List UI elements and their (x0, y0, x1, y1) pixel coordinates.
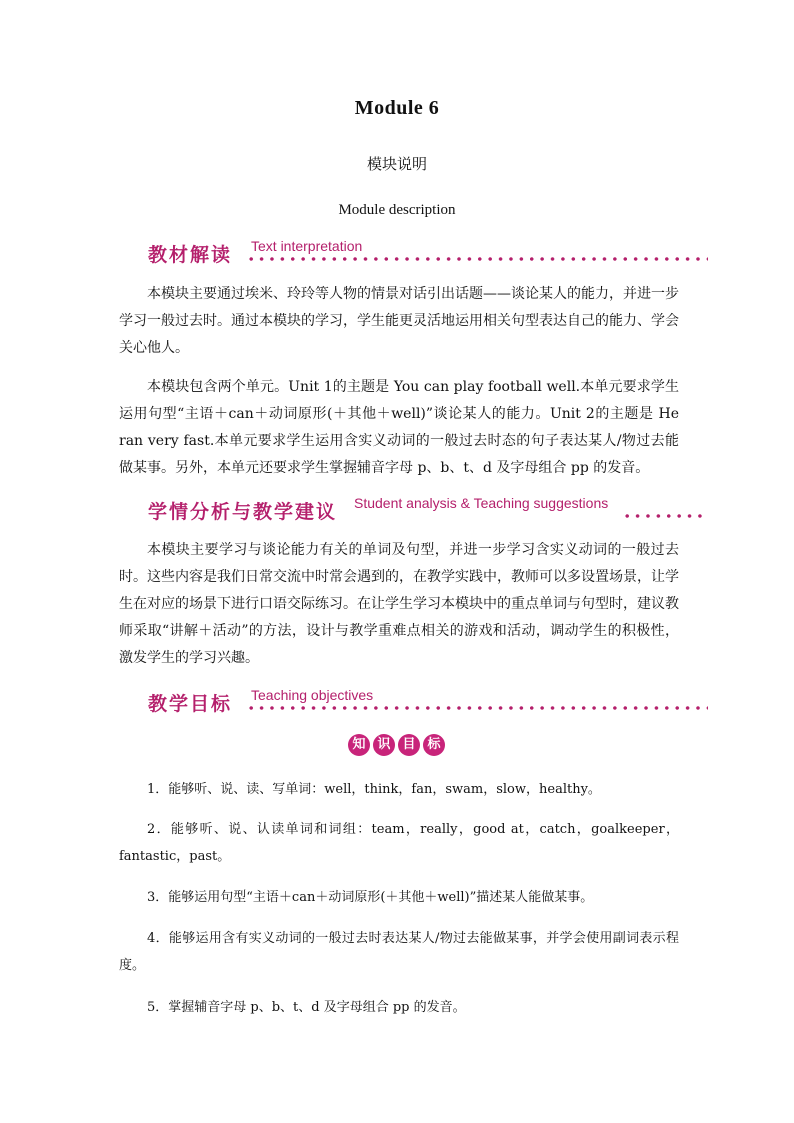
paragraph: 本模块主要学习与谈论能力有关的单词及句型，并进一步学习含实义动词的一般过去时。这些内容是我们日常交流中时常会遇到的，在教学实践中，教师可以多设置场景，让学生在对应的场景下进行口语交际练习。在让学生学习本模块中的重点单词与句型时，建议教师采取“讲解＋活动”的方法，设计与教学重难点相关的游戏和活动，调动学生的积极性，激发学生的学习兴趣。 (119, 542, 679, 666)
section-heading-en: Text interpretation (251, 238, 363, 254)
dotted-divider (246, 705, 708, 711)
section-heading-en: Student analysis & Teaching suggestions (354, 495, 609, 511)
section-heading-teaching-objectives (148, 689, 708, 719)
section-heading-student-analysis (148, 497, 708, 527)
section-heading-cn: 教学目标 (148, 693, 233, 715)
section-heading-cn: 教材解读 (148, 244, 233, 266)
section-heading-text-interpretation (148, 240, 708, 270)
badge-char: 标 (423, 734, 445, 756)
dotted-divider (622, 513, 708, 519)
objective-item: 5．掌握辅音字母 p、b、t、d 及字母组合 pp 的发音。 (147, 1000, 466, 1015)
badge-char: 识 (373, 734, 395, 756)
objective-item: 4．能够运用含有实义动词的一般过去时表达某人/物过去能做某事，并学会使用副词表示程度。 (119, 931, 679, 973)
section-heading-cn: 学情分析与教学建议 (148, 501, 338, 523)
dotted-divider (246, 256, 708, 262)
objective-item: 1．能够听、说、读、写单词：well，think，fan，swam，slow，healthy。 (147, 782, 601, 797)
badge-char: 目 (398, 734, 420, 756)
paragraph: 本模块主要通过埃米、玲玲等人物的情景对话引出话题——谈论某人的能力，并进一步学习一般过去时。通过本模块的学习，学生能更灵活地运用相关句型表达自己的能力、学会关心他人。 (119, 286, 679, 356)
objective-item: 2．能够听、说、认读单词和词组：team，really，good at，catch，goalkeeper，fantastic，past。 (119, 822, 679, 864)
module-title: Module 6 (354, 97, 440, 119)
module-subtitle-cn: 模块说明 (366, 155, 427, 173)
knowledge-objectives-badge (348, 734, 445, 758)
badge-char: 知 (348, 734, 370, 756)
objective-item: 3．能够运用句型“主语＋can＋动词原形(＋其他＋well)”描述某人能做某事。 (147, 890, 594, 905)
paragraph: 本模块包含两个单元。Unit 1的主题是 You can play football well.本单元要求学生运用句型“主语＋can＋动词原形(＋其他＋well)”谈论某人的能力。Unit 2的主题是 He ran very fast.本单元要求学生运用含实义动词的一般过去时态的句子表达某人/物过去能做某事。另外，本单元还要求学生掌握辅音字母 p、b、t、d 及字母组合 pp 的发音。 (119, 379, 679, 476)
section-heading-en: Teaching objectives (251, 687, 374, 703)
module-subtitle-en: Module description (338, 202, 456, 218)
